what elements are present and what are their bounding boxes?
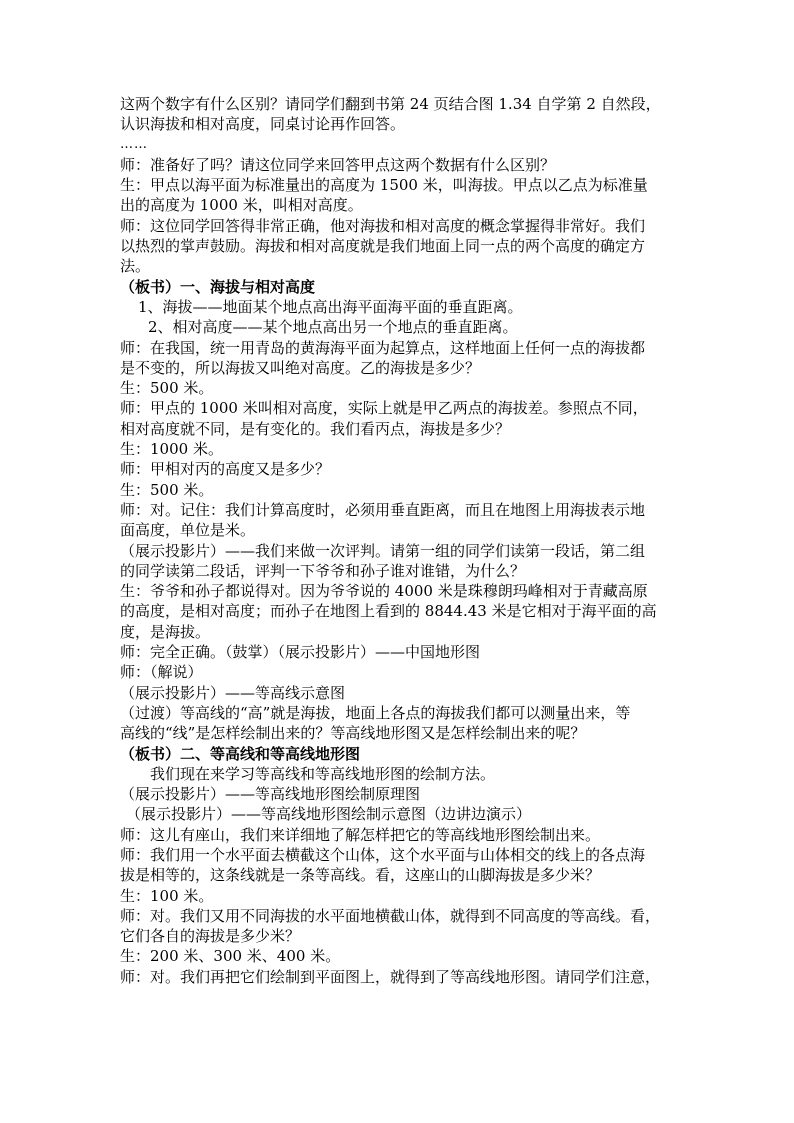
text-line: 师：准备好了吗？请这位同学来回答甲点这两个数据有什么区别？ — [120, 155, 556, 174]
definition-item-1: 1、海拔——地面某个地点高出海平面海平面的垂直距离。 — [138, 297, 523, 316]
text-line: 生：爷爷和孙子都说得对。因为爷爷说的 4000 米是珠穆朗玛峰相对于青藏高原 — [120, 582, 648, 601]
text-line: 的高度，是相对高度；而孙子在地图上看到的 8844.43 米是它相对于海平面的高 — [120, 602, 657, 621]
text-line: 它们各自的海拔是多少米？ — [120, 927, 301, 946]
text-line: 认识海拔和相对高度，同桌讨论再作回答。 — [120, 115, 406, 134]
text-line: 我们现在来学习等高线和等高线地形图的绘制方法。 — [150, 764, 496, 783]
text-line: 师：（解说） — [120, 663, 203, 682]
text-line: 师：对。我们又用不同海拔的水平面地横截山体，就得到不同高度的等高线。看， — [120, 906, 661, 925]
text-line: 法。 — [120, 257, 151, 276]
text-line: 拔是相等的，这条线就是一条等高线。看，这座山的山脚海拔是多少米？ — [120, 866, 601, 885]
text-line: 生：200 米、300 米、400 米。 — [120, 947, 341, 966]
text-line: （展示投影片）——我们来做一次评判。请第一组的同学们读第一段话，第二组 — [120, 541, 646, 560]
document-page — [120, 94, 675, 987]
text-line: 的同学读第二段话，评判一下爷爷和孙子谁对谁错，为什么？ — [120, 561, 526, 580]
text-line: 这两个数字有什么区别？请同学们翻到书第 24 页结合图 1.34 自学第 2 自然段， — [120, 95, 661, 113]
text-line: 师：甲点的 1000 米叫相对高度，实际上就是甲乙两点的海拔差。参照点不同， — [120, 399, 648, 418]
text-line: （过渡）等高线的“高”就是海拔，地面上各点的海拔我们都可以测量出来，等 — [120, 703, 631, 722]
text-line: 生：500 米。 — [120, 379, 214, 398]
text-line: 师：这儿有座山，我们来详细地了解怎样把它的等高线地形图绘制出来。 — [120, 825, 601, 844]
text-line: 师：完全正确。（鼓掌）（展示投影片）——中国地形图 — [120, 643, 481, 662]
section-heading-1: （板书）一、海拔与相对高度 — [120, 277, 316, 296]
text-line: 度，是海拔。 — [120, 622, 211, 641]
section-heading-2: （板书）二、等高线和等高线地形图 — [120, 744, 361, 763]
text-line: 面高度，单位是米。 — [120, 521, 256, 540]
text-line: 生：100 米。 — [120, 886, 214, 905]
text-line: 出的高度为 1000 米，叫相对高度。 — [120, 196, 363, 215]
text-line: 相对高度就不同，是有变化的。我们看丙点，海拔是多少？ — [120, 419, 511, 438]
text-line: （展示投影片）——等高线示意图 — [120, 683, 346, 702]
text-line: 生：500 米。 — [120, 480, 214, 499]
text-line: 师：在我国，统一用青岛的黄海海平面为起算点，这样地面上任何一点的海拔都 — [120, 338, 646, 357]
text-line: 高线的“线”是怎样绘制出来的？等高线地形图又是怎样绘制出来的呢？ — [120, 724, 586, 743]
ellipsis-line: …… — [120, 136, 148, 152]
definition-item-2: 2、相对高度——某个地点高出另一个地点的垂直距离。 — [148, 318, 518, 337]
text-line: 师：这位同学回答得非常正确，他对海拔和相对高度的概念掌握得非常好。我们 — [120, 216, 646, 235]
text-line: 师：对。我们再把它们绘制到平面图上，就得到了等高线地形图。请同学们注意， — [120, 967, 661, 986]
text-line: 师：甲相对丙的高度又是多少？ — [120, 460, 331, 479]
text-line: 是不变的，所以海拔又叫绝对高度。乙的海拔是多少？ — [120, 358, 481, 377]
text-line: 生：1000 米。 — [120, 440, 223, 459]
text-line: （展示投影片）——等高线地形图绘制原理图 — [120, 785, 421, 804]
text-line: 以热烈的掌声鼓励。海拔和相对高度就是我们地面上同一点的两个高度的确定方 — [120, 237, 646, 256]
text-line: 师：对。记住：我们计算高度时，必须用垂直距离，而且在地图上用海拔表示地 — [120, 500, 646, 519]
text-line: 生：甲点以海平面为标准量出的高度为 1500 米，叫海拔。甲点以乙点为标准量 — [120, 176, 648, 195]
text-line: （展示投影片）——等高线地形图绘制示意图（边讲边演示） — [126, 805, 532, 824]
text-line: 师：我们用一个水平面去横截这个山体，这个水平面与山体相交的线上的各点海 — [120, 845, 646, 864]
